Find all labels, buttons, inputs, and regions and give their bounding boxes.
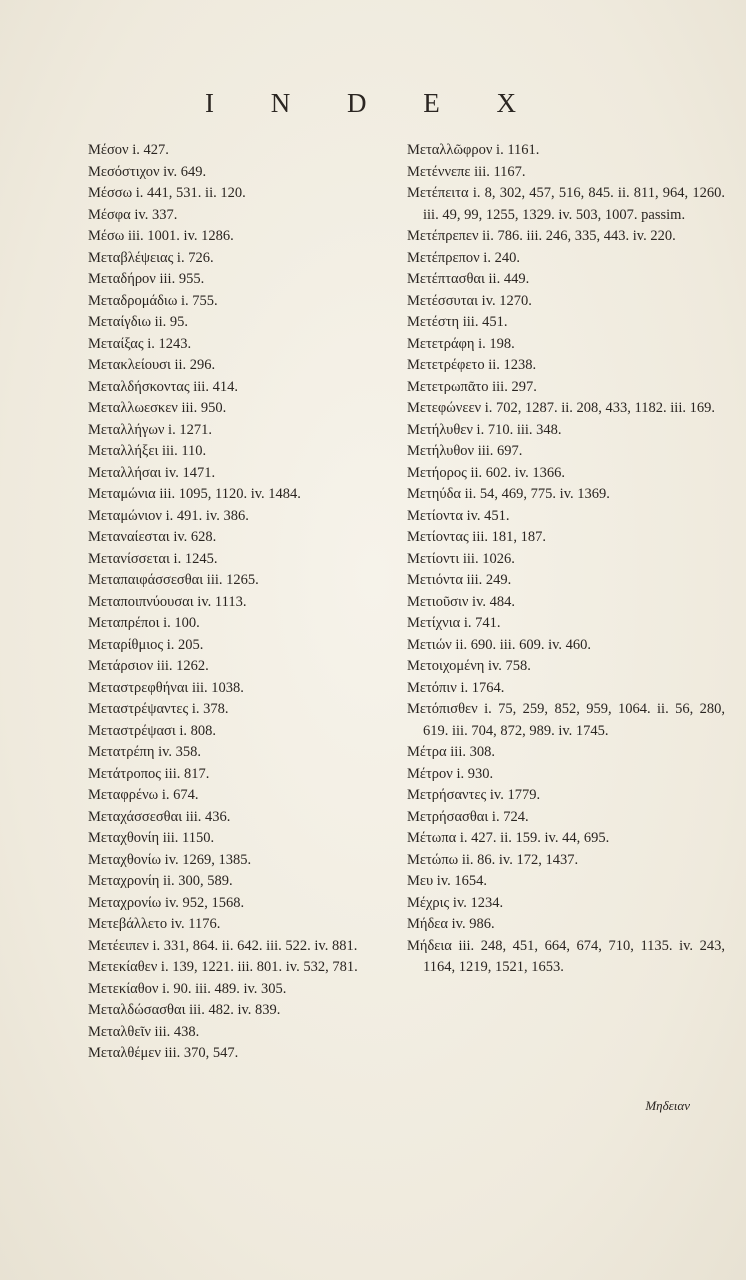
index-column-left bbox=[88, 140, 384, 1065]
index-entry: Μέσφα iv. 337. bbox=[88, 206, 178, 223]
index-entry: Μήδεα iv. 986. bbox=[407, 916, 495, 932]
index-entry: Μετρήσασθαι i. 724. bbox=[407, 808, 529, 825]
index-entry: Μετέστη iii. 451. bbox=[407, 314, 508, 330]
index-entry: Μεταχρονίω iv. 952, 1568. bbox=[88, 894, 245, 911]
index-entry: Μετήλυθον iii. 697. bbox=[407, 443, 523, 459]
index-entry: Μεταλλήξει iii. 110. bbox=[88, 443, 207, 459]
index-entry: Μεταλλήσαι iv. 1471. bbox=[88, 464, 216, 481]
index-entry: Μετήλυθεν i. 710. iii. 348. bbox=[407, 421, 562, 438]
index-entry: Μετέειπεν i. 331, 864. ii. 642. iii. 522. iv. 881. bbox=[88, 937, 358, 954]
index-entry: Μέτωπα i. 427. ii. 159. iv. 44, 695. bbox=[407, 830, 610, 846]
index-entry: Μεταρίθμιος i. 205. bbox=[88, 636, 204, 653]
index-entry: Μεταλδήσκοντας iii. 414. bbox=[88, 378, 238, 395]
index-entry: Μετάρσιον iii. 1262. bbox=[88, 658, 209, 674]
index-entry: Μευ iv. 1654. bbox=[407, 873, 487, 889]
index-entry: Μετατρέπη iv. 358. bbox=[88, 744, 202, 760]
index-entry: Μετίχνια i. 741. bbox=[407, 615, 501, 631]
index-column-right bbox=[407, 140, 725, 979]
index-entry: Μετέπειτα i. 8, 302, 457, 516, 845. ii. 811, 964, 1260. iii. 49, 99, 1255, 1329. iv. 503, 1007. passim. bbox=[407, 185, 725, 223]
index-entry: Μεταπρέποι i. 100. bbox=[88, 615, 200, 631]
index-entry: Μετεκίαθον i. 90. iii. 489. iv. 305. bbox=[88, 980, 287, 997]
index-entry: Μετέπρεπον i. 240. bbox=[407, 249, 520, 266]
index-entry: Μεταφρένω i. 674. bbox=[88, 787, 199, 803]
index-entry: Μετηύδα ii. 54, 469, 775. iv. 1369. bbox=[407, 486, 610, 502]
catchword: Μηδειαν bbox=[645, 1098, 690, 1113]
index-entry: Μεταπαιφάσσεσθαι iii. 1265. bbox=[88, 572, 259, 588]
index-entry: Μετίοντα iv. 451. bbox=[407, 507, 510, 524]
index-entry: Μετανίσσεται i. 1245. bbox=[88, 550, 218, 567]
index-entry: Μεταλλωεσκεν iii. 950. bbox=[88, 400, 227, 416]
index-entry: Μέσον i. 427. bbox=[88, 142, 169, 158]
index-entry: Μεταλθεῖν iii. 438. bbox=[88, 1023, 200, 1040]
index-entry: Μετήορος ii. 602. iv. 1366. bbox=[407, 464, 566, 481]
index-entry: Μετιοῦσιν iv. 484. bbox=[407, 593, 515, 610]
index-entry: Μετεκίαθεν i. 139, 1221. iii. 801. iv. 532, 781. bbox=[88, 959, 358, 975]
index-entry: Μεταλλήγων i. 1271. bbox=[88, 421, 212, 438]
index-entry: Μέχρις iv. 1234. bbox=[407, 894, 504, 911]
index-entry: Μεταστρέψαντες i. 378. bbox=[88, 701, 229, 717]
index-entry: Μετοιχομένη iv. 758. bbox=[407, 658, 531, 674]
index-entry: Μέσσω i. 441, 531. ii. 120. bbox=[88, 185, 246, 201]
index-entry: Μετέσσυται iv. 1270. bbox=[407, 292, 532, 309]
index-entry: Μετετρωπᾶτο iii. 297. bbox=[407, 378, 537, 395]
index-entry: Μετίοντι iii. 1026. bbox=[407, 550, 515, 567]
index-entry: Μετιόντα iii. 249. bbox=[407, 572, 512, 588]
index-entry: Μεταναίεσται iv. 628. bbox=[88, 529, 217, 545]
index-entry: Μεταμώνια iii. 1095, 1120. iv. 1484. bbox=[88, 486, 301, 502]
index-entry: Μεταχθονίη iii. 1150. bbox=[88, 830, 215, 846]
index-entry: Μετίοντας iii. 181, 187. bbox=[407, 529, 547, 545]
index-entry: Μήδεια iii. 248, 451, 664, 674, 710, 1135. iv. 243, 1164, 1219, 1521, 1653. bbox=[407, 937, 725, 975]
index-entry: Μεταίξας i. 1243. bbox=[88, 335, 192, 352]
index-entry: Μέτρον i. 930. bbox=[407, 765, 494, 782]
index-entry: Μετέπτασθαι ii. 449. bbox=[407, 271, 530, 287]
index-entry: Μεταμώνιον i. 491. iv. 386. bbox=[88, 507, 249, 524]
index-entry: Μετόπιν i. 1764. bbox=[407, 679, 505, 696]
index-entry: Μεταδρομάδιω i. 755. bbox=[88, 292, 218, 309]
index-entry: Μετεβάλλετο iv. 1176. bbox=[88, 916, 221, 932]
index-entry: Μεταστρεφθήναι iii. 1038. bbox=[88, 679, 244, 696]
index-entry: Μεταβλέψειας i. 726. bbox=[88, 249, 214, 266]
index-entry: Μέσω iii. 1001. iv. 1286. bbox=[88, 228, 234, 244]
index-entry: Μετρήσαντες iv. 1779. bbox=[407, 787, 541, 803]
page-heading: I N D E X bbox=[205, 88, 541, 118]
index-entry: Μεταλδώσασθαι iii. 482. iv. 839. bbox=[88, 1002, 281, 1018]
index-entry: Μεταλθέμεν iii. 370, 547. bbox=[88, 1045, 239, 1061]
index-entry: Μετετράφη i. 198. bbox=[407, 335, 515, 352]
index-entry: Μετετρέφετο ii. 1238. bbox=[407, 357, 537, 373]
index-entry: Μετώπω ii. 86. iv. 172, 1437. bbox=[407, 851, 579, 868]
index-entry: Μεταχθονίω iv. 1269, 1385. bbox=[88, 851, 252, 868]
index-entry: Μεταίγδιω ii. 95. bbox=[88, 314, 189, 330]
index-entry: Μεταδήρον iii. 955. bbox=[88, 271, 205, 287]
index-entry: Μετιών ii. 690. iii. 609. iv. 460. bbox=[407, 636, 592, 653]
index-entry: Μεταχρονίη ii. 300, 589. bbox=[88, 873, 233, 889]
index-entry: Μετακλείουσι ii. 296. bbox=[88, 357, 216, 373]
index-entry: Μέτρα iii. 308. bbox=[407, 744, 495, 760]
index-entry: Μεταχάσσεσθαι iii. 436. bbox=[88, 808, 231, 825]
index-entry: Μετέννεπε iii. 1167. bbox=[407, 163, 526, 180]
index-entry: Μεσόστιχον iv. 649. bbox=[88, 163, 207, 180]
index-entry: Μετόπισθεν i. 75, 259, 852, 959, 1064. ii. 56, 280, 619. iii. 704, 872, 989. iv. 1745. bbox=[407, 701, 725, 739]
index-entry: Μετέπρεπεν ii. 786. iii. 246, 335, 443. iv. 220. bbox=[407, 228, 676, 244]
index-entry: Μεταστρέψασι i. 808. bbox=[88, 722, 217, 739]
index-entry: Μεταποιπνύουσαι iv. 1113. bbox=[88, 593, 247, 610]
index-entry: Μετάτροπος iii. 817. bbox=[88, 765, 210, 782]
index-entry: Μετεφώνεεν i. 702, 1287. ii. 208, 433, 1182. iii. 169. bbox=[407, 400, 715, 416]
index-entry: Μεταλλῶφρον i. 1161. bbox=[407, 142, 540, 158]
